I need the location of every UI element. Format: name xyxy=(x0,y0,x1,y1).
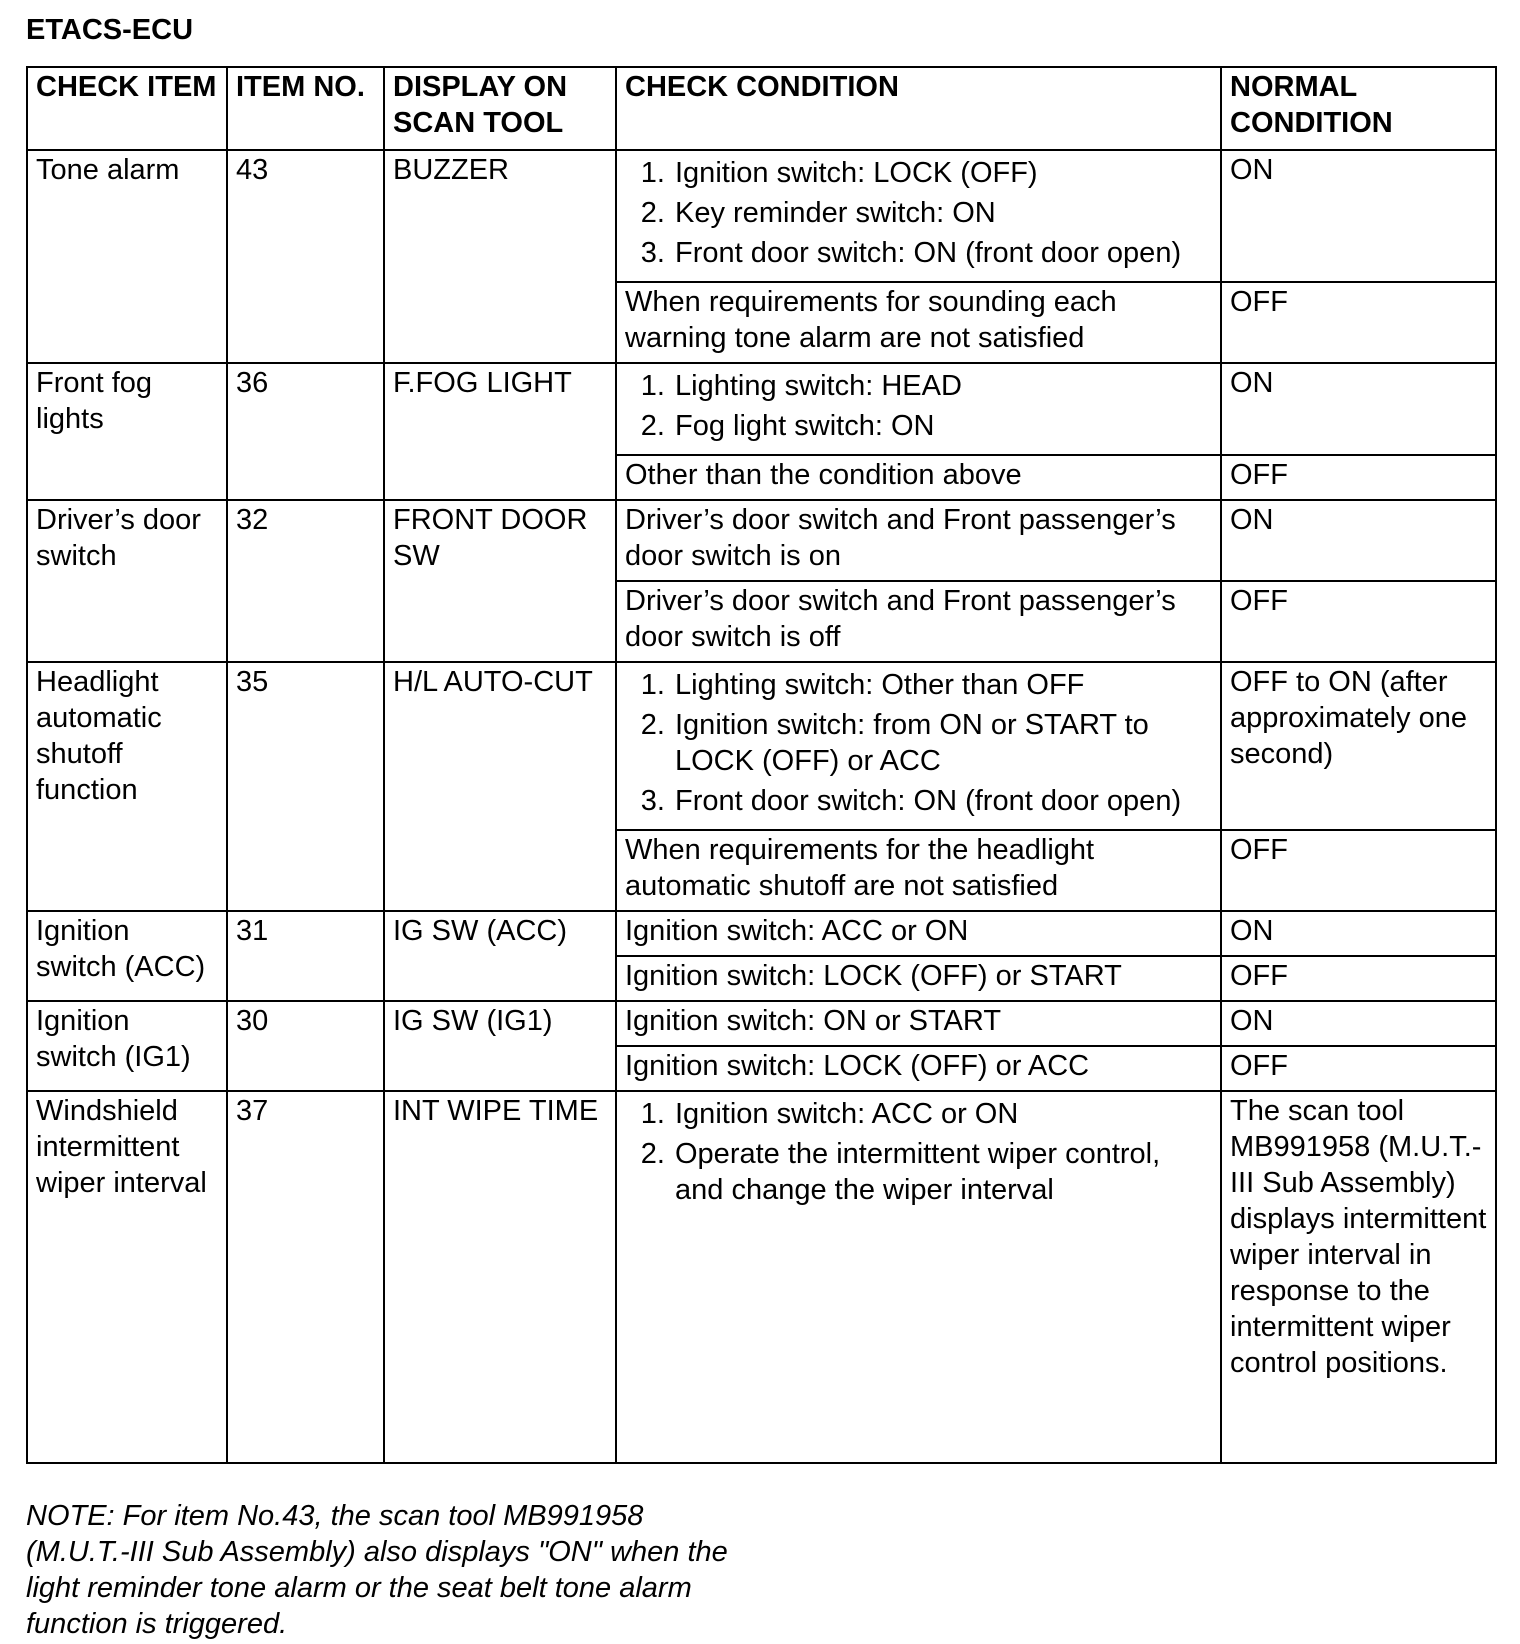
note: NOTE: For item No.43, the scan tool MB991958 (M.U.T.-III Sub Assembly) also displays "ON" when the light reminder tone alarm or the seat belt tone alarm function is triggered. xyxy=(26,1500,728,1640)
condition-cell: Ignition switch: ACC or ON xyxy=(616,911,1221,956)
condition-step: 1. Lighting switch: HEAD xyxy=(673,368,1212,404)
item-no-cell: 36 xyxy=(227,363,384,500)
display-cell: FRONT DOOR SW xyxy=(384,500,616,662)
check-item-cell: Ignition switch (IG1) xyxy=(27,1001,227,1091)
item-no-cell: 31 xyxy=(227,911,384,1001)
table-row xyxy=(27,500,1496,581)
check-item-cell: Headlight automatic shutoff function xyxy=(27,662,227,911)
condition-cell: Driver’s door switch and Front passenger’s door switch is on xyxy=(616,500,1221,581)
table-row xyxy=(27,662,1496,830)
display-cell: F.FOG LIGHT xyxy=(384,363,616,500)
item-no-cell: 37 xyxy=(227,1091,384,1463)
table-row xyxy=(27,1001,1496,1046)
normal-cell: ON xyxy=(1221,500,1496,581)
normal-cell: OFF xyxy=(1221,956,1496,1001)
item-no-cell: 43 xyxy=(227,150,384,363)
condition-steps xyxy=(625,368,1212,444)
condition-cell: Other than the condition above xyxy=(616,455,1221,500)
condition-step: 2. Fog light switch: ON xyxy=(673,408,1212,444)
display-cell: H/L AUTO-CUT xyxy=(384,662,616,911)
page-title: ETACS-ECU xyxy=(26,14,194,46)
item-no-cell: 30 xyxy=(227,1001,384,1091)
header-normal-condition: NORMAL CONDITION xyxy=(1221,67,1496,150)
header-display: DISPLAY ON SCAN TOOL xyxy=(384,67,616,150)
normal-cell: OFF xyxy=(1221,830,1496,911)
normal-cell: ON xyxy=(1221,1001,1496,1046)
header-check-item: CHECK ITEM xyxy=(27,67,227,150)
check-item-cell: Windshield intermittent wiper interval xyxy=(27,1091,227,1463)
normal-cell: OFF xyxy=(1221,282,1496,363)
table-row xyxy=(27,1091,1496,1463)
display-cell: IG SW (IG1) xyxy=(384,1001,616,1091)
normal-cell: OFF xyxy=(1221,1046,1496,1091)
normal-cell: ON xyxy=(1221,150,1496,282)
condition-cell: Driver’s door switch and Front passenger’s door switch is off xyxy=(616,581,1221,662)
condition-steps xyxy=(625,1096,1212,1208)
check-item-cell: Ignition switch (ACC) xyxy=(27,911,227,1001)
condition-cell xyxy=(616,1091,1221,1463)
condition-cell: Ignition switch: LOCK (OFF) or ACC xyxy=(616,1046,1221,1091)
header-item-no: ITEM NO. xyxy=(227,67,384,150)
normal-cell: ON xyxy=(1221,911,1496,956)
normal-cell: OFF xyxy=(1221,581,1496,662)
display-cell: IG SW (ACC) xyxy=(384,911,616,1001)
item-no-cell: 32 xyxy=(227,500,384,662)
table-row xyxy=(27,363,1496,455)
condition-step: 1. Ignition switch: LOCK (OFF) xyxy=(673,155,1212,191)
item-no-cell: 35 xyxy=(227,662,384,911)
condition-step: 3. Front door switch: ON (front door open) xyxy=(673,783,1212,819)
condition-cell: Ignition switch: LOCK (OFF) or START xyxy=(616,956,1221,1001)
header-row xyxy=(27,67,1496,150)
condition-cell xyxy=(616,150,1221,282)
check-item-cell: Front fog lights xyxy=(27,363,227,500)
condition-cell xyxy=(616,363,1221,455)
condition-step: 1. Lighting switch: Other than OFF xyxy=(673,667,1212,703)
normal-cell: OFF xyxy=(1221,455,1496,500)
condition-step: 3. Front door switch: ON (front door open) xyxy=(673,235,1212,271)
condition-cell xyxy=(616,662,1221,830)
header-check-condition: CHECK CONDITION xyxy=(616,67,1221,150)
condition-cell: When requirements for sounding each warning tone alarm are not satisfied xyxy=(616,282,1221,363)
check-table xyxy=(26,66,1497,1464)
check-item-cell: Tone alarm xyxy=(27,150,227,363)
condition-step: 2. Operate the intermittent wiper control, and change the wiper interval xyxy=(673,1136,1212,1208)
condition-steps xyxy=(625,155,1212,271)
condition-cell: Ignition switch: ON or START xyxy=(616,1001,1221,1046)
condition-steps xyxy=(625,667,1212,819)
table-row xyxy=(27,911,1496,956)
normal-cell: OFF to ON (after approximately one second) xyxy=(1221,662,1496,830)
table-row xyxy=(27,150,1496,282)
condition-step: 2. Key reminder switch: ON xyxy=(673,195,1212,231)
normal-cell: ON xyxy=(1221,363,1496,455)
display-cell: INT WIPE TIME xyxy=(384,1091,616,1463)
display-cell: BUZZER xyxy=(384,150,616,363)
condition-step: 2. Ignition switch: from ON or START to LOCK (OFF) or ACC xyxy=(673,707,1212,779)
normal-cell: The scan tool MB991958 (M.U.T.-III Sub Assembly) displays intermittent wiper interval in response to the intermittent wiper control positions. xyxy=(1221,1091,1496,1463)
check-item-cell: Driver’s door switch xyxy=(27,500,227,662)
condition-step: 1. Ignition switch: ACC or ON xyxy=(673,1096,1212,1132)
condition-cell: When requirements for the headlight automatic shutoff are not satisfied xyxy=(616,830,1221,911)
